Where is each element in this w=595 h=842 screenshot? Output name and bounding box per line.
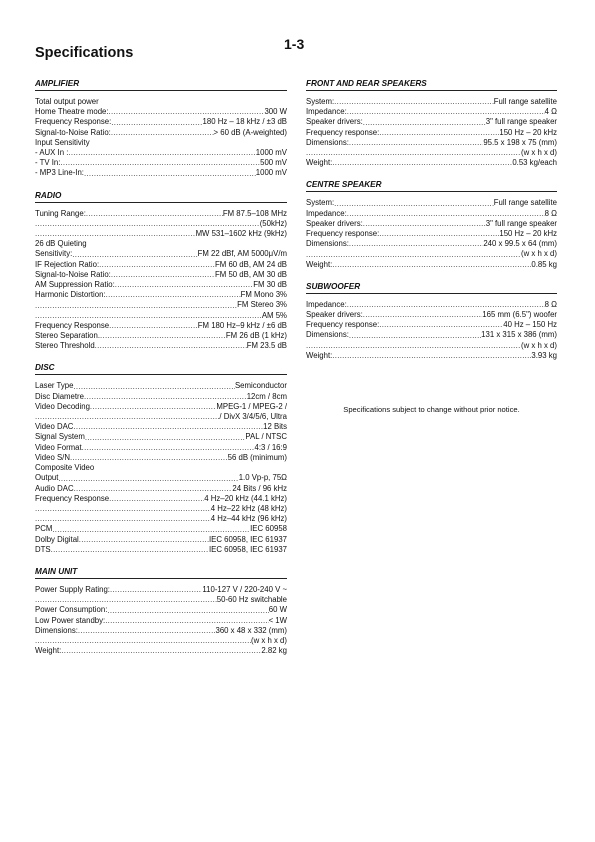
dot-leader	[68, 148, 255, 158]
spec-value: 4 Ω	[544, 107, 557, 117]
dot-leader	[86, 209, 223, 219]
spec-value: 50-60 Hz switchable	[216, 595, 287, 605]
spec-value: 4 Hz–22 kHz (48 kHz)	[210, 503, 287, 513]
spec-label: Power Supply Rating:	[35, 584, 110, 594]
spec-label: - TV In:	[35, 158, 61, 168]
spec-label: Speaker drivers:	[306, 310, 363, 320]
section-title: RADIO	[35, 191, 287, 203]
spec-label: Speaker drivers:	[306, 218, 363, 228]
spec-value: AM 5%	[261, 310, 287, 320]
spec-value: 165 mm (6.5") woofer	[482, 310, 557, 320]
dot-leader	[347, 209, 545, 219]
spec-value: 110-127 V / 220-240 V ~	[202, 584, 287, 594]
dot-leader	[35, 595, 217, 605]
dot-leader	[347, 107, 545, 117]
spec-value: (w x h x d)	[521, 148, 557, 158]
spec-label: Frequency response:	[306, 320, 380, 330]
spec-value: Full range satellite	[493, 198, 557, 208]
spec-row	[35, 463, 287, 473]
spec-value: Semiconductor	[234, 381, 287, 391]
spec-label: System:	[306, 198, 335, 208]
dot-leader	[74, 484, 233, 494]
dot-leader	[115, 280, 253, 290]
dot-leader	[349, 331, 481, 341]
spec-label: Dimensions:	[306, 239, 349, 249]
spec-label: Dimensions:	[306, 330, 349, 340]
dot-leader	[35, 636, 251, 646]
spec-row	[35, 280, 287, 290]
dot-leader	[78, 626, 216, 636]
spec-row	[35, 605, 287, 615]
dot-leader	[306, 250, 521, 260]
spec-label: Video S/N	[35, 452, 70, 462]
spec-value: 3.93 kg	[531, 350, 557, 360]
spec-row	[35, 290, 287, 300]
spec-row	[35, 473, 287, 483]
spec-value: 8 Ω	[544, 299, 557, 309]
dot-leader	[70, 453, 228, 463]
spec-value: FM Stereo 3%	[237, 300, 287, 310]
spec-value: FM 22 dBf, AM 5000μV/m	[197, 249, 287, 259]
spec-value: (w x h x d)	[521, 340, 557, 350]
spec-value: IEC 60958, IEC 61937	[208, 544, 287, 554]
dot-leader	[99, 260, 215, 270]
spec-row	[35, 321, 287, 331]
spec-row	[306, 239, 557, 249]
spec-row	[306, 158, 557, 168]
dot-leader	[90, 402, 216, 412]
dot-leader	[332, 158, 512, 168]
dot-leader	[85, 433, 246, 443]
spec-label: DTS	[35, 544, 51, 554]
spec-row	[35, 402, 287, 412]
spec-row	[35, 412, 287, 422]
spec-value: 1000 mV	[255, 168, 287, 178]
dot-leader	[105, 616, 268, 626]
dot-leader	[82, 443, 255, 453]
spec-row	[35, 249, 287, 259]
spec-label: Impedance:	[306, 299, 347, 309]
spec-value: MW 531–1602 kHz (9kHz)	[195, 229, 287, 239]
spec-label: Impedance:	[306, 208, 347, 218]
spec-label: Stereo Separation.	[35, 331, 101, 341]
dot-leader	[379, 320, 503, 330]
spec-row	[35, 535, 287, 545]
section-title: SUBWOOFER	[306, 282, 557, 294]
section-title: AMPLIFIER	[35, 79, 287, 91]
spec-row	[306, 249, 557, 259]
spec-row	[35, 646, 287, 656]
spec-value: 1.0 Vp-p, 75Ω	[238, 473, 287, 483]
spec-row	[35, 616, 287, 626]
dot-leader	[363, 118, 486, 128]
spec-label: - AUX In :	[35, 148, 69, 158]
spec-row	[35, 484, 287, 494]
dot-leader	[349, 138, 483, 148]
spec-row	[35, 585, 287, 595]
spec-value: FM 30 dB	[253, 280, 287, 290]
spec-row	[35, 453, 287, 463]
dot-leader	[60, 158, 260, 168]
spec-label: Frequency Response	[35, 493, 110, 503]
spec-row	[35, 270, 287, 280]
spec-row	[306, 138, 557, 148]
spec-value: 0.85 kg	[531, 259, 557, 269]
spec-value: FM Mono 3%	[240, 290, 287, 300]
dot-leader	[306, 341, 521, 351]
spec-row	[35, 260, 287, 270]
spec-section	[35, 191, 287, 352]
dot-leader	[106, 290, 241, 300]
spec-label: Video DAC	[35, 422, 74, 432]
spec-value: 56 dB (minimum)	[227, 452, 287, 462]
dot-leader	[111, 118, 202, 128]
spec-value: IEC 60958, IEC 61937	[208, 534, 287, 544]
spec-row	[35, 443, 287, 453]
spec-row	[35, 158, 287, 168]
dot-leader	[110, 585, 202, 595]
spec-row	[306, 209, 557, 219]
dot-leader	[35, 311, 262, 321]
spec-label: Weight:	[35, 646, 62, 656]
spec-row	[35, 148, 287, 158]
spec-label: Weight:	[306, 259, 333, 269]
spec-label: Dolby Digital	[35, 534, 79, 544]
spec-row	[306, 351, 557, 361]
spec-row	[35, 626, 287, 636]
spec-row	[35, 341, 287, 351]
spec-label: Harmonic Distortion:	[35, 290, 106, 300]
spec-label: Speaker drivers:	[306, 117, 363, 127]
dot-leader	[52, 525, 250, 535]
dot-leader	[363, 219, 486, 229]
spec-value: 95.5 x 198 x 75 (mm)	[483, 137, 557, 147]
spec-value: 131 x 315 x 386 (mm)	[481, 330, 557, 340]
spec-row	[35, 117, 287, 127]
spec-value: PAL / NTSC	[245, 432, 287, 442]
spec-value: 1000 mV	[255, 148, 287, 158]
dot-leader	[73, 422, 263, 432]
spec-row	[35, 300, 287, 310]
section-title: MAIN UNIT	[35, 567, 287, 579]
spec-label: Signal System	[35, 432, 85, 442]
spec-label: Audio DAC	[35, 483, 74, 493]
spec-section	[306, 180, 557, 269]
spec-section	[35, 567, 287, 656]
spec-row	[35, 239, 287, 249]
dot-leader	[61, 646, 261, 656]
spec-value: (w x h x d)	[251, 635, 287, 645]
spec-value: 40 Hz – 150 Hz	[503, 320, 557, 330]
section-title: DISC	[35, 363, 287, 375]
spec-row	[35, 504, 287, 514]
page-number: 1-3	[284, 36, 305, 52]
spec-row	[35, 311, 287, 321]
spec-row	[306, 198, 557, 208]
dot-leader	[332, 260, 531, 270]
dot-leader	[35, 412, 219, 422]
spec-row	[35, 219, 287, 229]
spec-label: AM Suppression Ratio:	[35, 280, 115, 290]
spec-value: 4:3 / 16:9	[254, 442, 287, 452]
spec-value: FM 60 dB, AM 24 dB	[215, 259, 287, 269]
footnote: Specifications subject to change without prior notice.	[343, 405, 520, 414]
spec-label: 26 dB Quieting	[35, 239, 87, 249]
spec-label: Impedance:	[306, 107, 347, 117]
spec-value: FM 23.5 dB	[246, 341, 287, 351]
dot-leader	[35, 504, 211, 514]
spec-label: Video Format	[35, 442, 82, 452]
dot-leader	[379, 128, 499, 138]
spec-label: Total output power	[35, 97, 99, 106]
dot-leader	[109, 494, 204, 504]
spec-label: Weight:	[306, 350, 333, 360]
spec-value: 500 mV	[260, 158, 287, 168]
spec-value: (w x h x d)	[521, 249, 557, 259]
spec-value: 2.82 kg	[261, 646, 287, 656]
spec-value: FM 50 dB, AM 30 dB	[215, 269, 287, 279]
spec-row	[35, 545, 287, 555]
spec-row	[306, 128, 557, 138]
spec-value: Full range satellite	[493, 97, 557, 106]
spec-value: 240 x 99.5 x 64 (mm)	[483, 239, 557, 249]
spec-value: / DivX 3/4/5/6, Ultra	[219, 412, 287, 422]
spec-label: Input Sensitivity	[35, 137, 90, 147]
spec-value: MPEG-1 / MPEG-2 /	[216, 401, 287, 411]
spec-row	[306, 300, 557, 310]
spec-row	[306, 310, 557, 320]
dot-leader	[306, 148, 521, 158]
section-title: FRONT AND REAR SPEAKERS	[306, 79, 557, 91]
dot-leader	[334, 199, 494, 209]
spec-value: FM 87.5–108 MHz	[222, 208, 287, 218]
spec-value: 12cm / 8cm	[246, 391, 287, 401]
spec-row	[35, 97, 287, 107]
spec-value: 12 Bits	[263, 422, 287, 432]
spec-label: Low Power standby:	[35, 615, 106, 625]
dot-leader	[95, 341, 247, 351]
spec-row	[306, 320, 557, 330]
spec-label: Power Consumption:	[35, 605, 108, 615]
spec-row	[35, 432, 287, 442]
spec-label: Signal-to-Noise Ratio:	[35, 269, 111, 279]
spec-label: Dimensions:	[35, 625, 78, 635]
dot-leader	[349, 239, 483, 249]
dot-leader	[334, 97, 494, 107]
spec-row	[35, 524, 287, 534]
spec-row	[35, 494, 287, 504]
dot-leader	[35, 514, 211, 524]
dot-leader	[379, 229, 499, 239]
right-column	[306, 79, 557, 373]
spec-row	[306, 117, 557, 127]
spec-label: Weight:	[306, 158, 333, 168]
spec-label: Tuning Range:	[35, 208, 86, 218]
spec-section	[35, 79, 287, 179]
dot-leader	[332, 351, 531, 361]
spec-value: > 60 dB (A-weighted)	[213, 127, 287, 137]
section-title: CENTRE SPEAKER	[306, 180, 557, 192]
spec-row	[35, 392, 287, 402]
dot-leader	[35, 301, 237, 311]
spec-row	[35, 514, 287, 524]
left-column	[35, 79, 287, 668]
dot-leader	[35, 219, 260, 229]
spec-label: System:	[306, 97, 335, 106]
spec-value: 150 Hz – 20 kHz	[499, 127, 557, 137]
spec-value: 0.53 kg/each	[512, 158, 557, 168]
dot-leader	[51, 545, 209, 555]
dot-leader	[35, 229, 196, 239]
spec-label: Frequency Response:	[35, 117, 112, 127]
spec-label: Video Decoding	[35, 401, 90, 411]
spec-value: (50kHz)	[259, 218, 287, 228]
spec-label: Disc Diametre	[35, 391, 84, 401]
spec-value: 3" full range speaker	[485, 117, 557, 127]
dot-leader	[347, 300, 545, 310]
spec-row	[306, 341, 557, 351]
spec-row	[306, 107, 557, 117]
spec-label: PCM	[35, 524, 53, 534]
spec-label: Home Theatre mode:	[35, 107, 109, 117]
spec-section	[306, 282, 557, 361]
spec-label: Output	[35, 473, 59, 483]
spec-row	[35, 331, 287, 341]
spec-row	[35, 636, 287, 646]
spec-row	[35, 128, 287, 138]
page-title: Specifications	[35, 45, 134, 61]
spec-value: 180 Hz – 18 kHz / ±3 dB	[202, 117, 287, 127]
dot-leader	[111, 128, 214, 138]
spec-section	[306, 79, 557, 168]
dot-leader	[72, 250, 197, 260]
spec-value: 4 Hz–20 kHz (44.1 kHz)	[204, 493, 287, 503]
spec-section	[35, 363, 287, 554]
dot-leader	[363, 310, 483, 320]
spec-label: Composite Video	[35, 463, 95, 473]
spec-row	[35, 229, 287, 239]
dot-leader	[84, 392, 247, 402]
spec-row	[35, 209, 287, 219]
dot-leader	[73, 382, 235, 392]
dot-leader	[79, 535, 209, 545]
spec-row	[306, 260, 557, 270]
spec-value: 8 Ω	[544, 208, 557, 218]
dot-leader	[109, 321, 198, 331]
spec-row	[306, 219, 557, 229]
dot-leader	[84, 169, 256, 179]
spec-label: Laser Type	[35, 381, 74, 391]
spec-value: 3" full range speaker	[485, 218, 557, 228]
spec-value: < 1W	[268, 615, 287, 625]
spec-value: 4 Hz–44 kHz (96 kHz)	[210, 514, 287, 524]
spec-row	[306, 229, 557, 239]
spec-value: 300 W	[264, 107, 287, 117]
spec-row	[306, 97, 557, 107]
spec-row	[35, 138, 287, 148]
spec-value: FM 26 dB (1 kHz)	[225, 331, 287, 341]
spec-row	[306, 330, 557, 340]
spec-value: 150 Hz – 20 kHz	[499, 229, 557, 239]
spec-row	[35, 422, 287, 432]
spec-label: Sensitivity:	[35, 249, 73, 259]
spec-label: Dimensions:	[306, 137, 349, 147]
spec-value: IEC 60958	[250, 524, 287, 534]
spec-label: Stereo Threshold	[35, 341, 95, 351]
spec-value: 24 Bits / 96 kHz	[232, 483, 287, 493]
spec-value: 360 x 48 x 332 (mm)	[215, 625, 287, 635]
dot-leader	[58, 474, 238, 484]
spec-label: IF Rejection Ratio:	[35, 259, 100, 269]
spec-row	[35, 381, 287, 391]
dot-leader	[100, 331, 226, 341]
spec-value: FM 180 Hz–9 kHz / ±6 dB	[197, 320, 287, 330]
spec-row	[306, 148, 557, 158]
dot-leader	[109, 107, 265, 117]
spec-value: 60 W	[268, 605, 287, 615]
spec-row	[35, 595, 287, 605]
spec-label: - MP3 Line-In:	[35, 168, 84, 178]
spec-label: Frequency response:	[306, 229, 380, 239]
dot-leader	[111, 270, 215, 280]
spec-row	[35, 107, 287, 117]
spec-label: Frequency response:	[306, 127, 380, 137]
spec-label: Signal-to-Noise Ratio:	[35, 127, 111, 137]
dot-leader	[107, 606, 268, 616]
spec-row	[35, 168, 287, 178]
spec-label: Frequency Response	[35, 320, 110, 330]
